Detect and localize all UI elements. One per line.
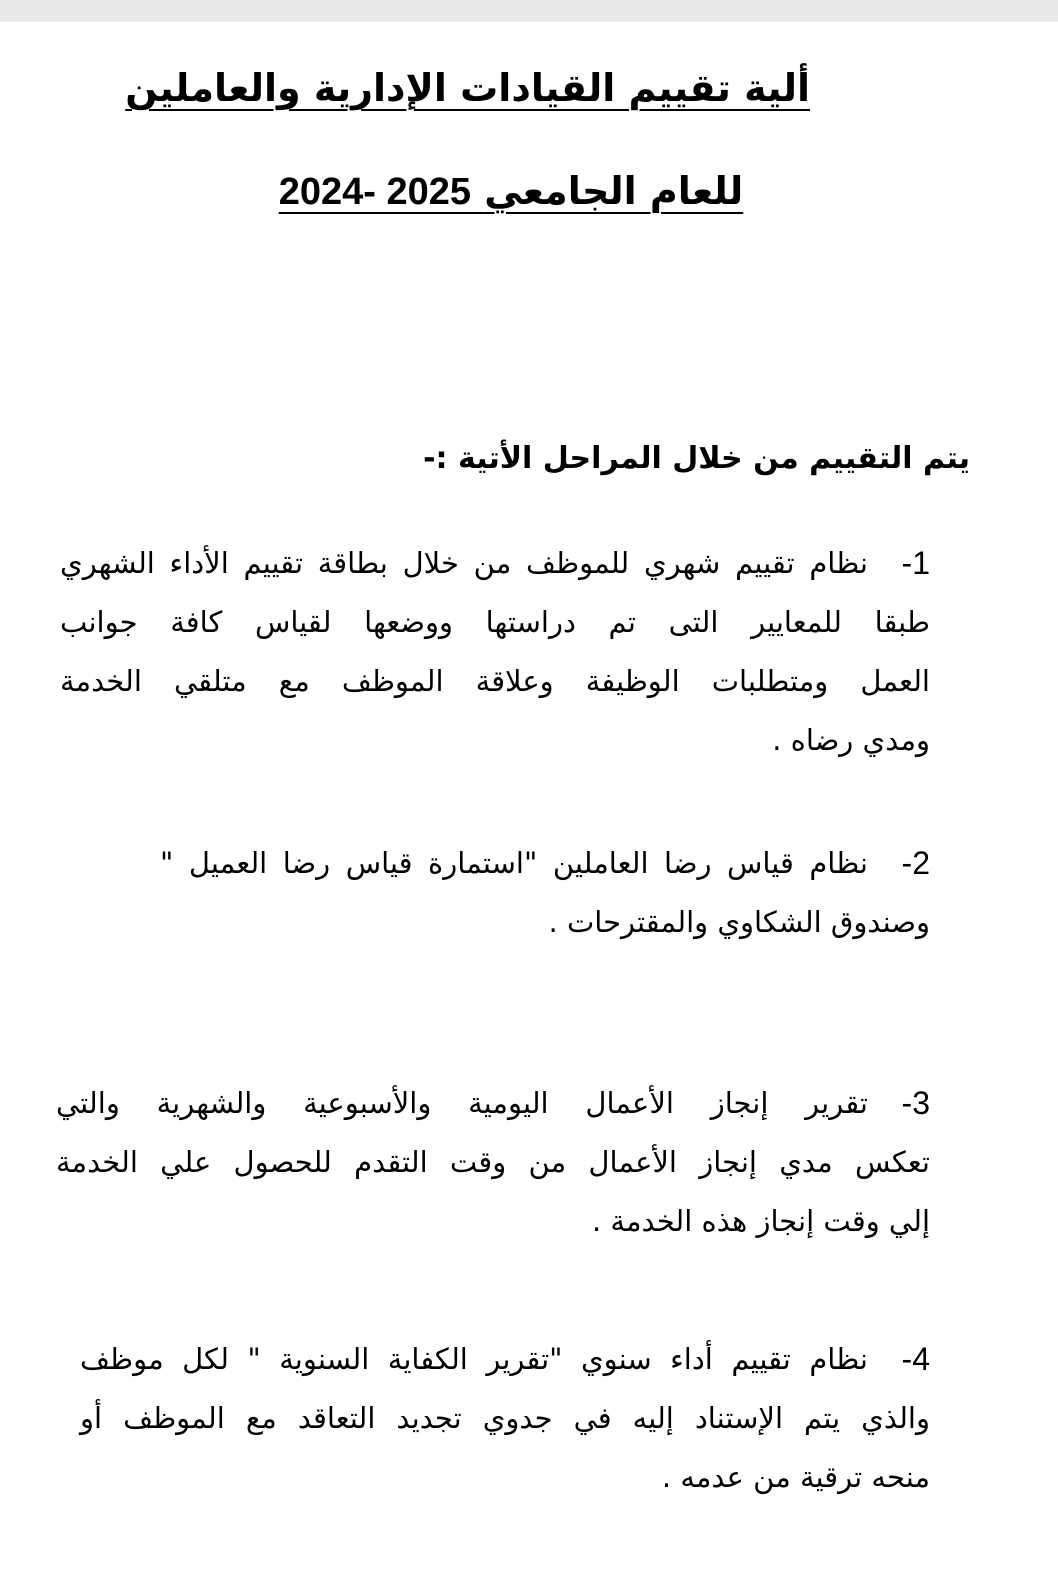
item-number: 3-: [901, 1085, 930, 1121]
item-number: 1-: [901, 545, 930, 581]
item-line: تقرير إنجاز الأعمال اليومية والأسبوعية والشهرية والتي: [56, 1086, 868, 1120]
item-line: العمل ومتطلبات الوظيفة وعلاقة الموظف مع متلقي الخدمة: [60, 664, 930, 698]
item-line: طبقا للمعايير التى تم دراستها ووضعها لقياس كافة جوانب: [60, 605, 930, 639]
list-item: [160, 834, 930, 952]
document-page: [0, 22, 1058, 1584]
item-line: وصندوق الشكاوي والمقترحات .: [548, 905, 930, 939]
viewer-top-bar: [0, 0, 1058, 22]
document-title: ألية تقييم القيادات الإدارية والعاملين: [125, 66, 810, 110]
item-line: نظام تقييم شهري للموظف من خلال بطاقة تقييم الأداء الشهري: [60, 546, 868, 580]
list-item: [56, 1074, 930, 1251]
item-line: والذي يتم الإستناد إليه في جدوي تجديد التعاقد مع الموظف أو: [80, 1401, 930, 1435]
item-line: ومدي رضاه .: [772, 723, 930, 757]
intro-heading: يتم التقييم من خلال المراحل الأتية :-: [423, 441, 970, 476]
subtitle-years: 2024- 2025: [278, 171, 472, 213]
item-number: 4-: [901, 1341, 930, 1377]
document-subtitle: [266, 162, 756, 221]
item-line: إلي وقت إنجاز هذه الخدمة .: [591, 1204, 930, 1238]
list-item: [60, 534, 930, 770]
item-line: منحه ترقية من عدمه .: [661, 1460, 930, 1494]
item-line: نظام قياس رضا العاملين "استمارة قياس رضا العميل ": [160, 846, 868, 880]
item-line: نظام تقييم أداء سنوي "تقرير الكفاية السنوية " لكل موظف: [80, 1342, 868, 1376]
item-number: 2-: [901, 845, 930, 881]
list-item: [80, 1330, 930, 1507]
subtitle-text: للعام الجامعي: [484, 169, 744, 213]
item-line: تعكس مدي إنجاز الأعمال من وقت التقدم للحصول علي الخدمة: [56, 1145, 930, 1179]
